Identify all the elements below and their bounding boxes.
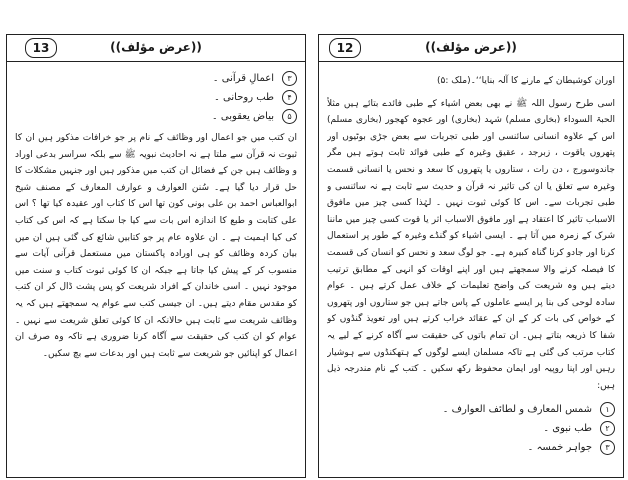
item-number: ۳ bbox=[282, 71, 297, 86]
left-paragraph: ان کتب میں جو اعمال اور وظائف کے نام پر جو خرافات مذکور ہیں ان کا ثبوت نہ قرآن سے ملتا ہے نہ احادیث نبویہ ﷺ سے بلکہ سراسر بدعی اوراد و وظائف ہیں جن کے فضائل ان کتب میں مذکور ہیں اور جنہیں مشکلات کا حل قرار دیا گیا ہے۔ سُنن العوارف و عوارف المعارف کے مصنف شیخ ابوالعباس احمد بن علی بونی کون تھا اس کا کتاب اور عقیدہ کیا تھا ؟ اس علی کتابت و طبع کا اندازہ اس بات سے کیا جا سکتا ہے کہ اس کی کتاب کی کیا اہمیت ہے ۔ ان علاوہ عام پر جو کتابیں شائع کی گئی ہیں ان میں بیان کردہ وظائف کو ہی اورادہ پاکستان میں مستعمل قرآنی آیات سے منسوب کر کے پیش کیا جاتا ہے جبکہ ان کا کوئی ثبوت کتاب و سنت میں موجود نہیں ۔ اسی خاندان کے افراد شریعت کو پس پشت ڈال کر ان کتب کو مقدس مقام دیتے ہیں۔ ان جیسی کتب سے عوام یہ سمجھتے ہیں کہ یہ وظائف شریعت سے ثابت ہیں حالانکہ ان کا کوئی تعلق شریعت سے نہیں ۔ عوام کو ان کتب کی حقیقت سے آگاہ کرنا ضروری ہے تاکہ وہ صرف ان اعمال کو اپنائیں جو شریعت سے ثابت ہیں اور بدعات سے بچ سکیں۔ bbox=[15, 133, 297, 359]
list-item bbox=[327, 419, 615, 438]
item-number: ۲ bbox=[600, 421, 615, 436]
list-item bbox=[327, 400, 615, 419]
item-number: ۱ bbox=[600, 402, 615, 417]
right-header-title: ((عرض مؤلف)) bbox=[425, 40, 517, 54]
item-text: شمس المعارف و لطائف العوارف ۔ bbox=[442, 404, 592, 416]
item-number: ۴ bbox=[282, 90, 297, 105]
item-text: بیاض یعقوبی ۔ bbox=[211, 111, 274, 122]
right-paragraph: اسی طرح رسول اللہ ﷺ نے بھی بعض اشیاء کے طبی فائدے بتائے ہیں مثلاً الحبۃ السوداء (بخاری مسلم) شہد (بخاری) اور عجوہ کھجور (بخاری مسلم) اس کے علاوہ انسانی سائنسی اور طبی تجربات سے بعض جڑی بوٹیوں اور پتھروں یاقوت ، زبرجد ، عقیق وغیرہ کے طبی فوائد ثابت ہوتے ہیں مگر جاندوسورج ، دن رات ، ستاروں یا پتھروں کا سعد و نحس یا انسانی قسمت وغیرہ سے تعلق یا ان کی تاثیر نہ قرآن و حدیث سے ثابت ہے نہ سائنسی و طبی تجربات سے۔ اس کا کوئی ثبوت نہیں ۔ لہٰذا کسی چیز میں مافوق الاسباب تاثیر کا اعتقاد ہے اور مافوق الاسباب اثر یا قوت کسی چیز میں ماننا شرک کے زمرہ میں آتا ہے ۔ ایسی اشیاء کو گنڈے وغیرہ کے طور پر استعمال کرنا اور جادو کرنا گناہ کبیرہ ہے۔ جو لوگ سعد و نحس کو انسان کی قسمت کا فیصلہ کرنے والا سمجھتے ہیں اور اپنے اوقات کو انہی کے مطابق ترتیب دیتے ہیں وہ شریعت کی واضح تعلیمات کے خلاف عمل کرتے ہیں ۔ عوام سادہ لوحی کی بنا پر ایسے عاملوں کے پاس جاتے ہیں جو ستاروں اور پتھروں کے خواص کی بات کر کے ان کے عقائد خراب کرتے ہیں اور تعویذ گنڈوں کو شفا کا ذریعہ بتاتے ہیں۔ ان تمام باتوں کی حقیقت سے آگاہ کرنے کے لیے یہ کتاب مرتب کی گئی ہے تاکہ مسلمان ایسے لوگوں کے ہتھکنڈوں سے ہوشیار رہیں اور اپنا روپیہ اور ایمان محفوظ رکھ سکیں ۔ کتب کے نام مندرجہ ذیل ہیں: bbox=[327, 98, 615, 391]
left-header-title: ((عرض مؤلف)) bbox=[110, 40, 202, 54]
item-text: طب نبوی ۔ bbox=[543, 423, 592, 435]
list-item bbox=[15, 88, 297, 107]
left-page-number: 13 bbox=[25, 38, 57, 58]
right-page bbox=[318, 34, 624, 478]
item-text: جواہر خمسہ ۔ bbox=[527, 442, 592, 454]
right-book-list bbox=[327, 400, 615, 457]
list-item bbox=[15, 69, 297, 88]
right-page-header bbox=[319, 35, 623, 62]
left-page-header bbox=[7, 35, 305, 62]
item-number: ۵ bbox=[282, 109, 297, 124]
list-item bbox=[327, 438, 615, 457]
right-page-body bbox=[327, 69, 615, 473]
list-item bbox=[15, 107, 297, 126]
left-page-body bbox=[15, 69, 297, 473]
left-book-list bbox=[15, 69, 297, 126]
item-number: ۳ bbox=[600, 440, 615, 455]
left-page bbox=[6, 34, 306, 478]
right-page-number: 12 bbox=[329, 38, 361, 58]
item-text: طب روحانی ۔ bbox=[214, 92, 274, 103]
intro-line: اوران کوشیطان کے مارنے کا آلہ بنایا‘‘۔(ملک :۵) bbox=[436, 76, 615, 86]
item-text: اعمالِ قرآنی ۔ bbox=[212, 73, 274, 84]
